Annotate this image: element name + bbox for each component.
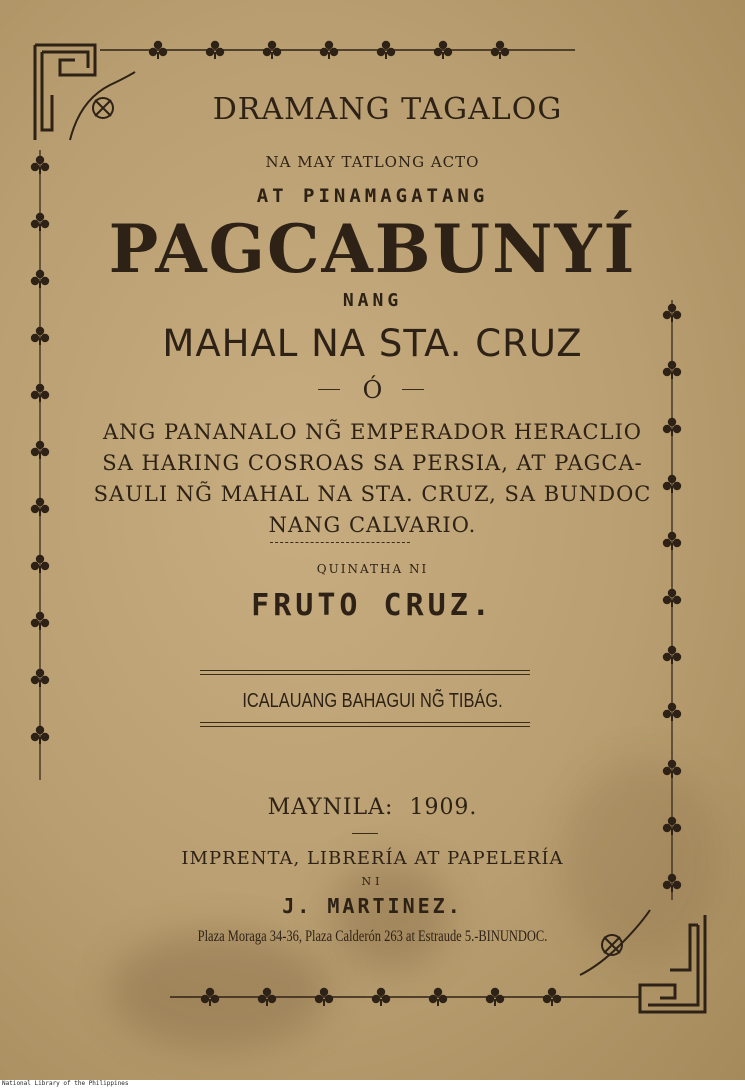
printer-line: IMPRENTA, LIBRERÍA AT PAPELERÍA [181, 848, 564, 869]
description-line-1: ANG PANANALO NG̃ EMPERADOR HERACLIO [102, 420, 643, 444]
nang-word: NANG [342, 290, 403, 311]
description-line-4: NANG CALVARIO. [268, 513, 477, 537]
edition-label: ICALAUANG BAHAGUI NG̃ TIBÁG. [242, 690, 503, 712]
author-prefix: QUINATHA NI [316, 562, 429, 576]
author-name: FRUTO CRUZ. [251, 588, 494, 623]
credit-line: National Library of the Philippines [0, 1080, 745, 1088]
subtitle: MAHAL NA STA. CRUZ [162, 322, 583, 365]
description-line-3: SAULI NG̃ MAHAL NA STA. CRUZ, SA BUNDOC [93, 482, 652, 506]
main-title: PAGCABUNYÍ [108, 210, 637, 288]
address: Plaza Moraga 34-36, Plaza Calderón 263 at Estraude 5.-BINUNDOC. [197, 928, 548, 945]
title-line3: AT PINAMAGATANG [256, 185, 489, 207]
place-year: MAYNILA: 1909. [267, 795, 478, 820]
printer-name: J. MARTINEZ. [282, 894, 463, 918]
printer-ni: NI [361, 875, 384, 888]
title-line1: DRAMANG TAGALOG [212, 92, 563, 127]
title-line2: NA MAY TATLONG ACTO [265, 153, 480, 171]
description-line-2: SA HARING COSROAS SA PERSIA, AT PAGCA- [102, 451, 643, 475]
or-word: Ó [362, 376, 383, 404]
